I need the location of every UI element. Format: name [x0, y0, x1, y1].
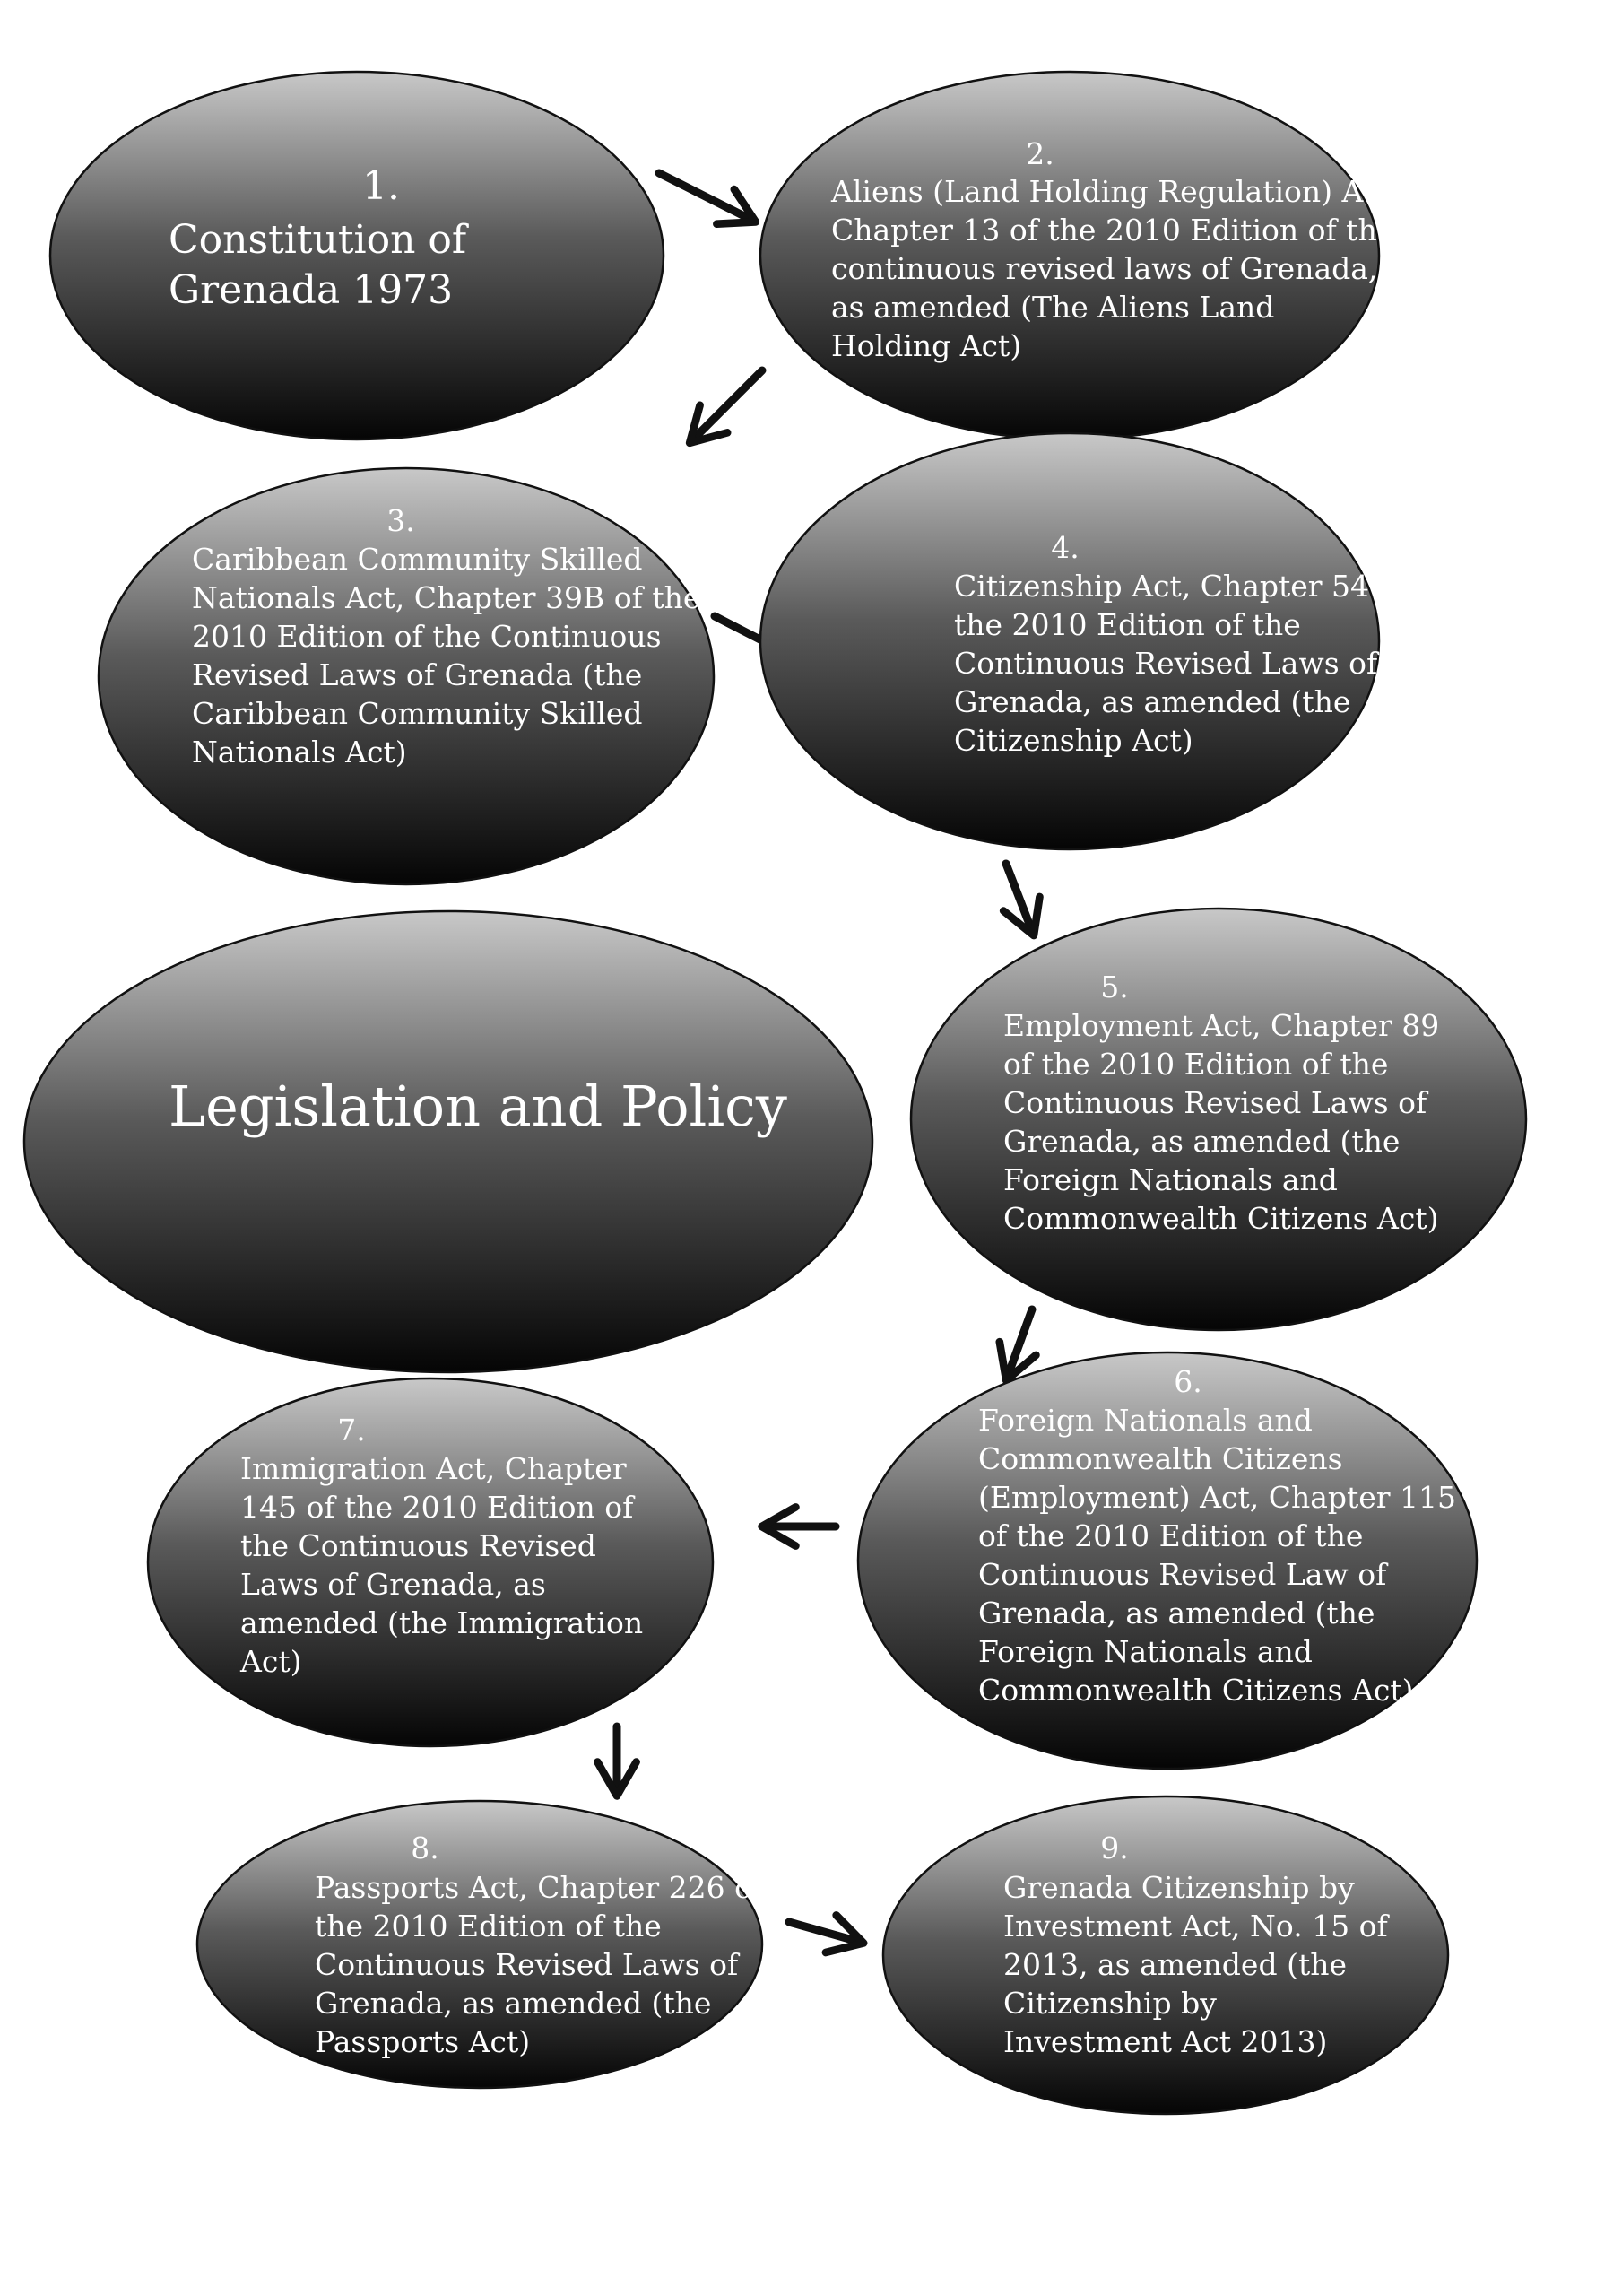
node-label-line: Grenada, as amended (the [1003, 1124, 1401, 1159]
node-number: 1. [362, 163, 400, 209]
node-label-line: Grenada 1973 [169, 267, 454, 313]
node-label-line: Investment Act, No. 15 of [1003, 1909, 1388, 1944]
node-center [24, 911, 872, 1372]
node-n5 [911, 909, 1526, 1330]
node-label-line: Grenada, as amended (the [978, 1596, 1375, 1631]
node-label-line: Caribbean Community Skilled [192, 542, 643, 577]
node-number: 3. [386, 503, 415, 538]
node-label-line: Foreign Nationals and [978, 1403, 1313, 1438]
node-label-line: Grenada, as amended (the [954, 684, 1351, 719]
arrow-n4-to-n5 [1006, 864, 1032, 931]
arrow-n8-to-n9 [789, 1922, 859, 1942]
node-label-line: Continuous Revised Law of [978, 1557, 1387, 1592]
node-n7 [148, 1378, 713, 1746]
node-label-line: Citizenship by [1003, 1986, 1217, 2021]
node-n9 [883, 1796, 1448, 2114]
node-label-line: Citizenship Act) [954, 723, 1193, 758]
node-label-line: the 2010 Edition of the [954, 607, 1301, 642]
node-number: 5. [1100, 970, 1129, 1004]
node-number: 7. [337, 1413, 366, 1448]
node-number: 2. [1026, 136, 1054, 171]
node-label-line: Caribbean Community Skilled [192, 696, 643, 731]
node-label-line: Employment Act, Chapter 89 [1003, 1008, 1440, 1043]
node-label-line: Nationals Act) [192, 735, 407, 770]
node-label-line: Grenada, as amended (the [315, 1986, 712, 2021]
node-n3 [99, 468, 714, 884]
node-label-line: (Employment) Act, Chapter 115 [978, 1480, 1457, 1515]
node-label-line: Grenada Citizenship by [1003, 1870, 1355, 1905]
node-label-line: the Continuous Revised [240, 1528, 596, 1563]
arrow-n1-to-n2 [659, 173, 751, 220]
node-label-line: Passports Act, Chapter 226 of [315, 1870, 764, 1905]
node-label-line: Chapter 13 of the 2010 Edition of the [831, 213, 1395, 248]
node-n2 [760, 72, 1401, 439]
node-label-line: Nationals Act, Chapter 39B of the [192, 580, 701, 615]
arrow-n5-to-n6 [1008, 1309, 1032, 1376]
node-label-line: 145 of the 2010 Edition of [240, 1490, 634, 1525]
node-label-line: Continuous Revised Laws of [954, 646, 1378, 681]
node-label-line: Aliens (Land Holding Regulation) Act, [831, 174, 1401, 209]
node-label-line: Commonwealth Citizens [978, 1441, 1343, 1476]
nodes-layer [24, 72, 1526, 2114]
arrow-n2-to-n3 [693, 370, 762, 439]
node-n1 [50, 72, 664, 439]
node-label-line: Constitution of [169, 217, 467, 263]
node-n8 [197, 1801, 766, 2088]
node-n4 [760, 433, 1409, 849]
node-n6 [858, 1352, 1477, 1769]
node-label-line: Continuous Revised Laws of [315, 1947, 739, 1982]
node-label-line: of the 2010 Edition of the [1003, 1047, 1389, 1082]
diagram-title: Legislation and Policy [169, 1074, 787, 1139]
node-label-line: Commonwealth Citizens Act) [1003, 1201, 1439, 1236]
node-number: 4. [1051, 530, 1080, 565]
node-label-line: Foreign Nationals and [1003, 1162, 1338, 1197]
node-label-line: Foreign Nationals and [978, 1634, 1313, 1669]
node-number: 6. [1174, 1364, 1202, 1399]
node-label-line: the 2010 Edition of the [315, 1909, 662, 1944]
node-label-line: 2013, as amended (the [1003, 1947, 1347, 1982]
node-label-line: Immigration Act, Chapter [240, 1451, 627, 1486]
node-label-line: Laws of Grenada, as [240, 1567, 546, 1602]
node-label-line: Holding Act) [831, 328, 1022, 363]
node-label-line: of the 2010 Edition of the [978, 1518, 1364, 1553]
node-ellipse [24, 911, 872, 1372]
node-number: 9. [1100, 1831, 1129, 1866]
node-label-line: as amended (The Aliens Land [831, 290, 1275, 325]
node-label-line: Revised Laws of Grenada (the [192, 657, 643, 692]
node-label-line: continuous revised laws of Grenada, [831, 251, 1378, 286]
node-label-line: Act) [240, 1644, 302, 1679]
node-label-line: Investment Act 2013) [1003, 2024, 1328, 2059]
node-label-line: Continuous Revised Laws of [1003, 1085, 1427, 1120]
node-label-line: Passports Act) [315, 2024, 531, 2059]
node-label-line: Commonwealth Citizens Act) [978, 1673, 1414, 1708]
node-label-line: amended (the Immigration [240, 1605, 644, 1640]
node-number: 8. [411, 1831, 439, 1866]
node-label-line: Citizenship Act, Chapter 54 of [954, 569, 1408, 604]
node-label-line: 2010 Edition of the Continuous [192, 619, 662, 654]
